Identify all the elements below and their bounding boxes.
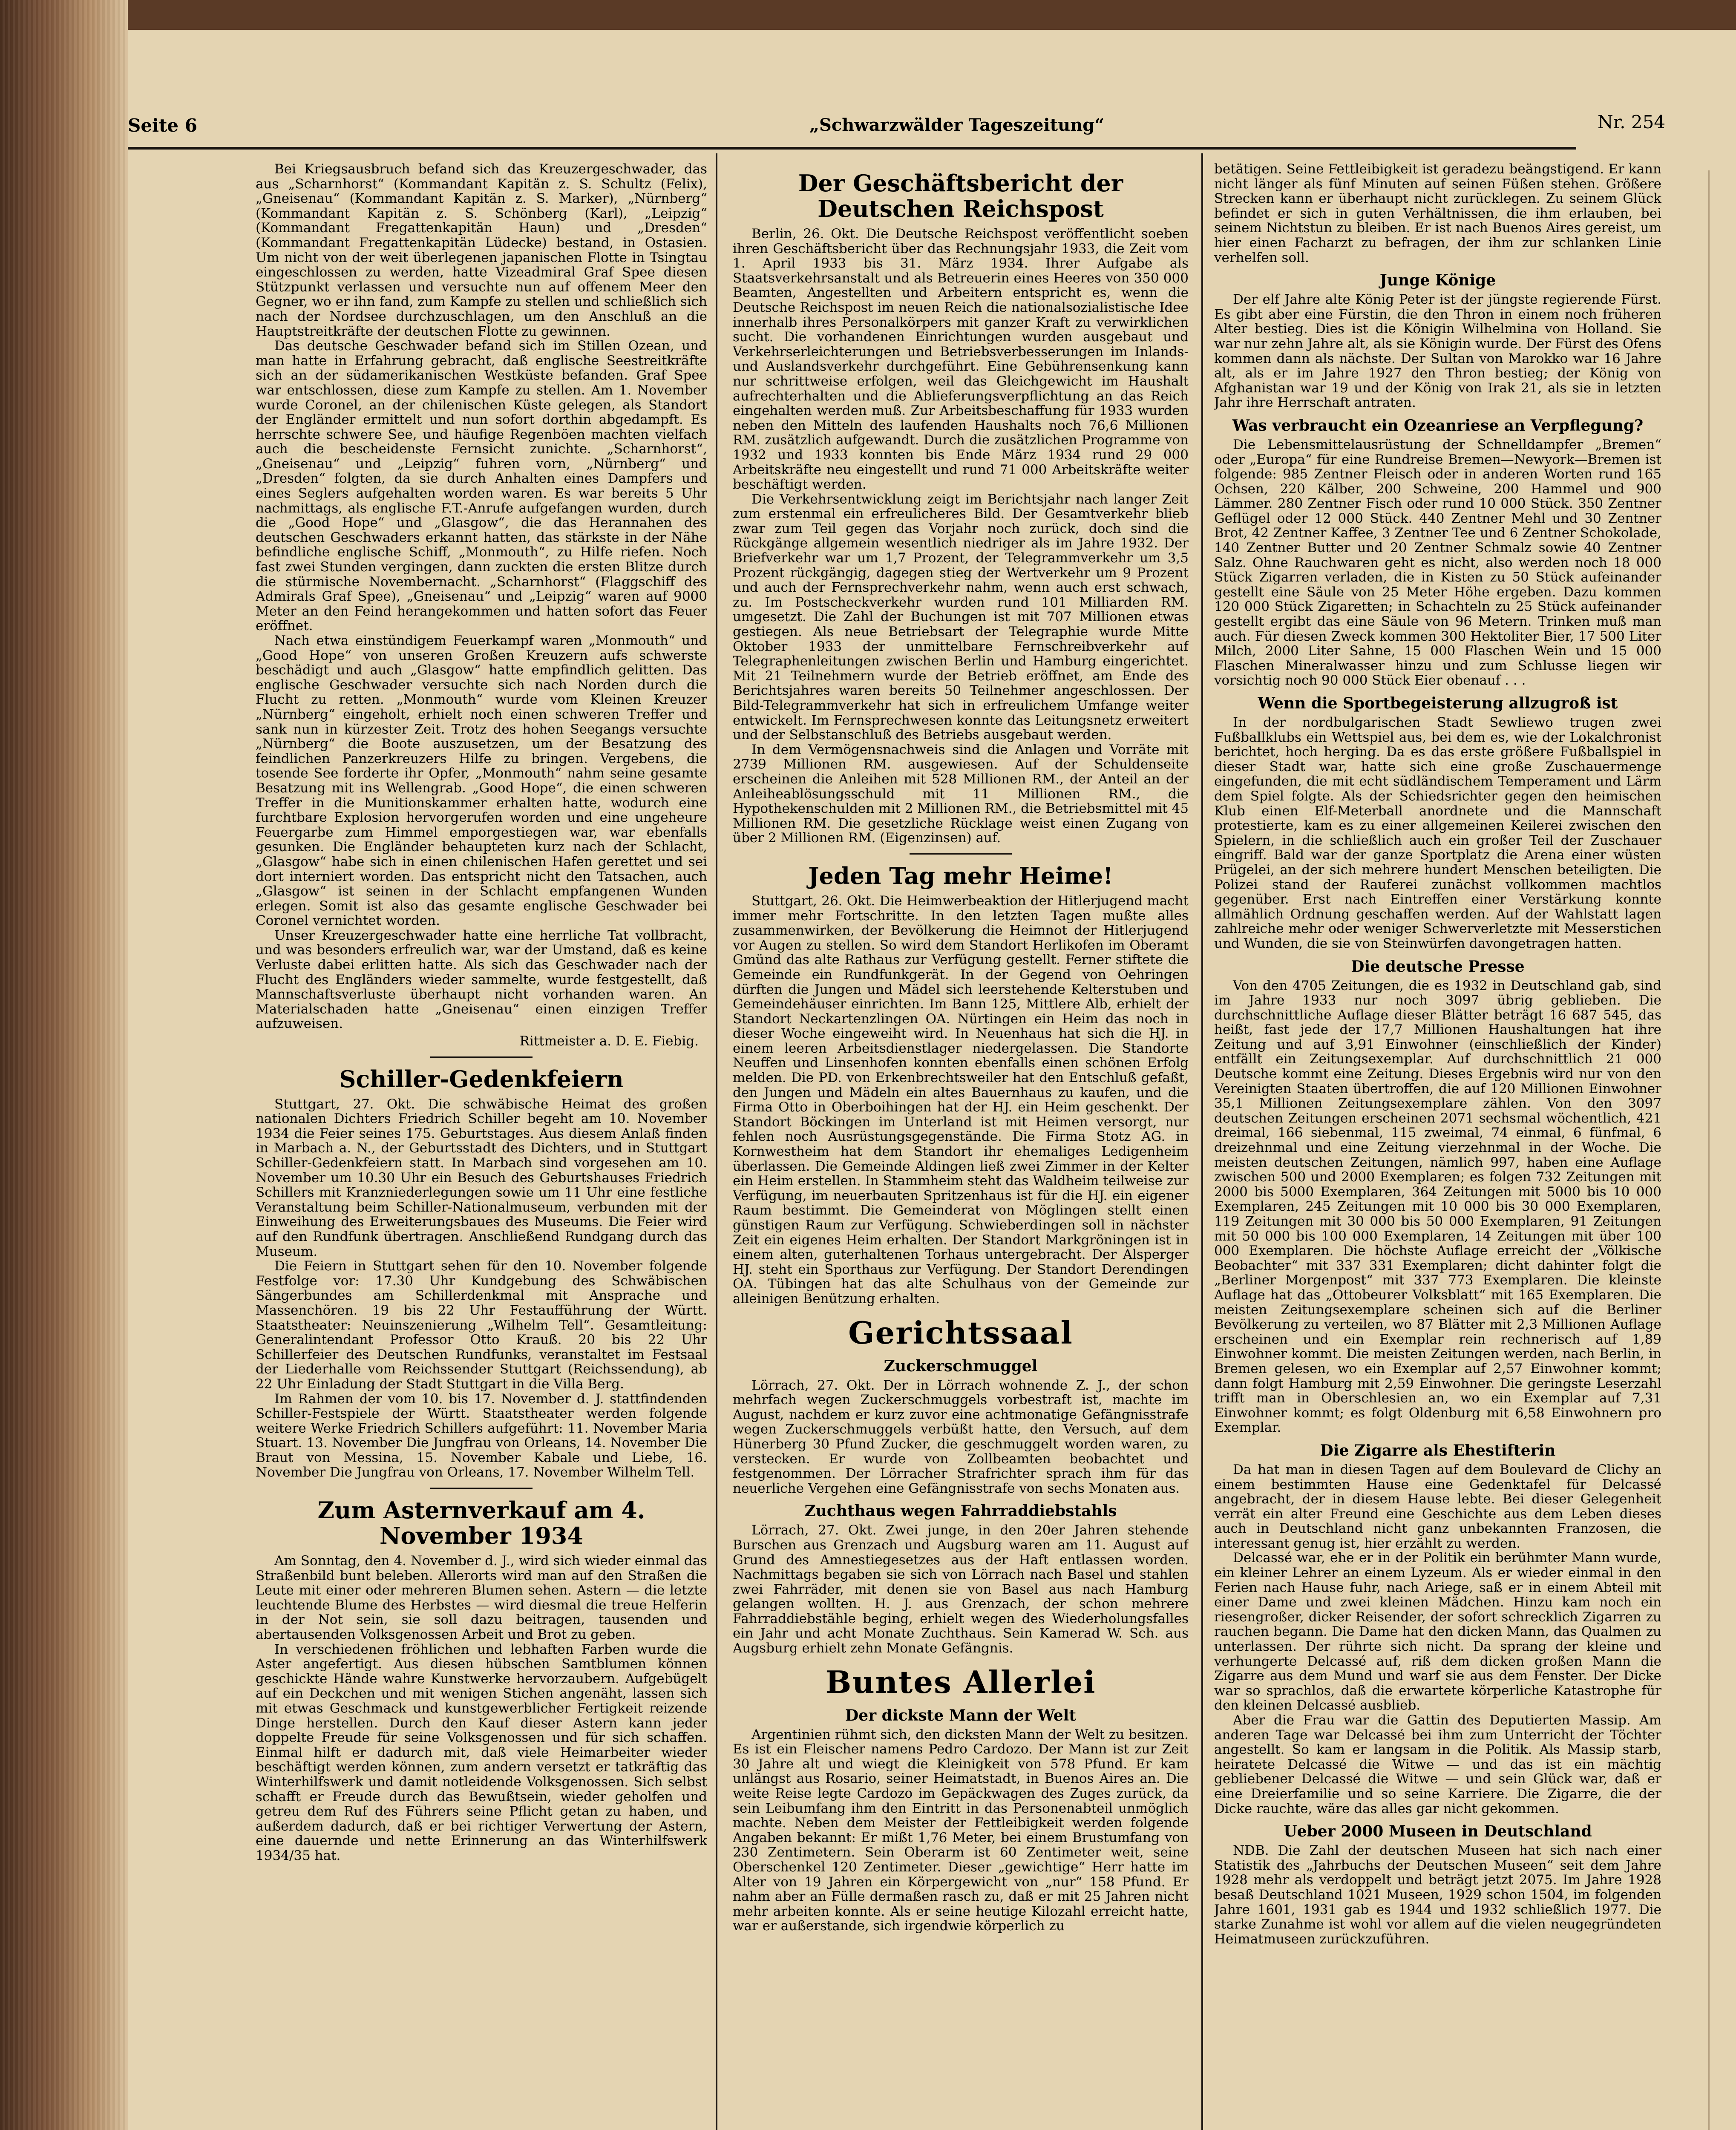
subheadline-zigarre: Die Zigarre als Ehestifterin [1320,1441,1556,1459]
separator [430,1056,533,1058]
headline-reichspost: Der Geschäftsbericht der Deutschen Reichspost [798,170,1123,222]
column-rule-1 [716,153,717,2130]
page-number-label: Seite 6 [128,115,197,136]
article-paragraph: Bei Kriegsausbruch befand sich das Kreuzergeschwader, das aus „Scharnhorst“ (Kommandant Kapitän z. S. Schultz (Felix), „Gneisenau“ (Kommandant Kapitän z. S. Marker), „Nürnberg“ (Kommandant Kapitän z. S. Schönberg (Karl), „Leipzig“ (Kommandant Fregattenkapitän Haun) und „Dresden“ (Kommandant Fregattenkapitän Lüdecke) bestand, in Ostasien. Um nicht von der weit überlegenen japanischen Flotte in Tsingtau eingeschlossen zu werden, hatte Vizeadmiral Graf Spee diesen Stützpunkt verlassen und versuchte nun auf offenem Meer den Gegner, wo er ihn fand, zum Kampfe zu stellen und schließlich sich nach der Nordsee durchzuschlagen, um den Anschluß an die Hauptstreitkräfte der deutschen Flotte zu gewinnen. [256,162,707,339]
article-paragraph: Im Rahmen der vom 10. bis 17. November d. J. stattfindenden Schiller-Festspiele der Württ. Staatstheater werden folgende weitere Werke Friedrich Schillers aufgeführt: 11. November Maria Stuart. 13. November Die Jungfrau von Orleans, 14. November Die Braut von Messina, 15. November Kabale und Liebe, 16. November Die Jungfrau von Orleans, 17. November Wilhelm Tell. [256,1391,707,1480]
separator [910,853,1012,855]
author-signature: Rittmeister a. D. E. Fiebig. [519,1033,699,1049]
newspaper-name: „Schwarzwälder Tageszeitung“ [809,115,1105,135]
article-paragraph: betätigen. Seine Fettleibigkeit ist geradezu beängstigend. Er kann nicht länger als fünf Minuten auf seinen Füßen stehen. Größere Strecken kann er überhaupt nicht zurücklegen. Zu seinem Glück befindet er sich in guten Verhältnissen, die ihm erlauben, bei seinem Nichtstun zu bleiben. Er ist nach Buenos Aires gereist, um hier einen Facharzt zu befragen, der ihm zur schlanken Linie verhelfen soll. [1214,162,1661,265]
article-paragraph: Von den 4705 Zeitungen, die es 1932 in Deutschland gab, sind im Jahre 1933 nur noch 3097 übrig geblieben. Die durchschnittliche Auflage dieser Blätter beträgt 16 687 545, das heißt, fast jede der 17,7 Millionen Haushaltungen hat ihre Zeitung und auf 3,91 Einwohner (einschließlich der Kinder) entfällt ein Zeitungsexemplar. Auf durchschnittlich 21 000 Deutsche kommt eine Zeitung. Dieses Ergebnis wird nur von den Vereinigten Staaten übertroffen, die auf 120 Millionen Einwohner 35,1 Millionen Zeitungsexemplare zählen. Von den 3097 deutschen Zeitungen erscheinen 2071 sechsmal wöchentlich, 421 dreimal, 166 siebenmal, 115 zweimal, 74 einmal, 6 fünfmal, 6 dreizehnmal und eine Zeitung vierzehnmal in der Woche. Die meisten deutschen Zeitungen, nämlich 997, haben eine Auflage zwischen 500 und 2000 Exemplaren; es folgen 732 Zeitungen mit 2000 bis 5000 Exemplaren, 364 Zeitungen mit 5000 bis 10 000 Exemplaren, 245 Zeitungen mit 10 000 bis 30 000 Exemplaren, 119 Zeitungen mit 30 000 bis 50 000 Exemplaren, 91 Zeitungen mit 50 000 bis 100 000 Exemplaren, 14 Zeitungen mit über 100 000 Exemplaren. Die höchste Auflage erreicht der „Völkische Beobachter“ mit 337 331 Exemplaren; dicht dahinter folgt die „Berliner Morgenpost“ mit 337 773 Exemplaren. Die kleinste Auflage hat das „Ottobeurer Volksblatt“ mit 165 Exemplaren. Die meisten Zeitungsexemplare scheinen sich auf die Berliner Bevölkerung zu verteilen, wo 87 Blätter mit 2,3 Millionen Auflage erscheinen und ein Exemplar rein rechnerisch auf 1,89 Einwohner kommt. Die meisten Zeitungen werden, nach Berlin, in Bremen gelesen, wo ein Exemplar auf 2,57 Einwohner kommt; dann folgt Hamburg mit 2,59 Einwohner. Die geringste Leserzahl trifft man in Oberschlesien an, wo ein Exemplar auf 7,31 Einwohner kommt; es folgt Oldenburg mit 6,58 Einwohnern pro Exemplar. [1214,978,1661,1436]
article-paragraph: In der nordbulgarischen Stadt Sewliewo trugen zwei Fußballklubs ein Wettspiel aus, bei dem es, wie der Lokalchronist berichtet, hoch herging. Da es das erste größere Fußballspiel in dieser Stadt war, hatte sich eine große Zuschauermenge eingefunden, die mit echt südländischem Temperament und Lärm dem Spiel folgte. Als der Schiedsrichter gegen den heimischen Klub einen Elf-Meterball anordnete und die Mannschaft protestierte, kam es zu einer allgemeinen Keilerei zwischen den Spielern, in die schließlich auch ein großer Teil der Zuschauer eingriff. Bald war der ganze Sportplatz die Arena einer wüsten Prügelei, an der sich mehrere hundert Menschen beteiligten. Die Polizei stand der Rauferei zunächst vollkommen machtlos gegenüber. Erst nach Eintreffen einer Verstärkung konnte allmählich Ordnung geschaffen werden. Auf der Wahlstatt lagen zahlreiche mehr oder weniger Schwerverletzte mit Messerstichen und Wunden, die sie von Steinwürfen davongetragen hatten. [1214,715,1661,951]
article-paragraph: Der elf Jahre alte König Peter ist der jüngste regierende Fürst. Es gibt aber eine Fürstin, die den Thron in einem noch früheren Alter bestieg. Dies ist die Königin Wilhelmina von Holland. Sie war nur zehn Jahre alt, als sie Königin wurde. Der Fürst des Ofens kommen dann als nächste. Der Sultan von Marokko war 16 Jahre alt, als er im Jahre 1927 den Thron bestieg; der König von Afghanistan war 19 und der König von Irak 21, als sie in letzten Jahr ihre Herrschaft antraten. [1214,292,1661,411]
separator [430,1488,533,1489]
article-paragraph: Am Sonntag, den 4. November d. J., wird sich wieder einmal das Straßenbild bunt beleben. Allerorts wird man auf den Straßen die Leute mit einer oder mehreren Blumen sehen. Astern — die letzte leuchtende Blume des Herbstes — wird diesmal die treue Helferin in der Not sein, sie soll dazu beitragen, tausenden und abertausenden Volksgenossen Arbeit und Brot zu geben. [256,1553,707,1643]
article-paragraph: Nach etwa einstündigem Feuerkampf waren „Monmouth“ und „Good Hope“ von unseren Großen Kreuzern aufs schwerste beschädigt und auch „Glasgow“ hatte empfindlich gelitten. Das englische Geschwader versuchte sich nach Norden durch die Flucht zu retten. „Monmouth“ wurde vom Kleinen Kreuzer „Nürnberg“ eingeholt, erhielt noch einen schweren Treffer und sank nun in kürzester Zeit. Trotz des hohen Seegangs versuchte „Nürnberg“ die Boote auszusetzen, um der Besatzung des feindlichen Panzerkreuzers Hilfe zu bringen. Vergebens, die tosende See forderte ihr Opfer, „Monmouth“ nahm seine gesamte Besatzung mit ins Wellengrab. „Good Hope“, die einen schweren Treffer in die Munitionskammer erhalten hatte, wodurch eine furchtbare Explosion hervorgerufen worden und eine ungeheure Feuergarbe zum Himmel emporgestiegen war, war ebenfalls gesunken. Die Engländer behaupteten kurz nach der Schlacht, „Glasgow“ habe sich in einen chilenischen Hafen gerettet und sei dort interniert worden. Das entspricht nicht den Tatsachen, auch „Glasgow“ ist seinen in der Schlacht empfangenen Wunden erlegen. Somit ist also das gesamte englische Geschwader bei Coronel vernichtet worden. [256,633,707,929]
section-buntes-allerlei: Buntes Allerlei [825,1664,1096,1700]
article-paragraph: Lörrach, 27. Okt. Zwei junge, in den 20er Jahren stehende Burschen aus Grenzach und Augsburg waren am 11. August auf Grund des Amnestiegesetzes aus der Haft entlassen worden. Nachmittags begaben sie sich von Lörrach nach Basel und stahlen zwei Fahrräder, mit denen sie von Basel aus nach Hamburg gelangen wollten. H. J. aus Grenzach, der schon mehrere Fahrraddiebstähle beging, erhielt wegen des Wiederholungsfalles ein Jahr und acht Monate Zuchthaus. Sein Kamerad W. Sch. aus Augsburg erhielt zehn Monate Gefängnis. [733,1523,1189,1656]
article-paragraph: Argentinien rühmt sich, den dicksten Mann der Welt zu besitzen. Es ist ein Fleischer namens Pedro Cardozo. Der Mann ist zur Zeit 30 Jahre alt und wiegt die Kleinigkeit von 578 Pfund. Er kam unlängst aus Rosario, seiner Heimatstadt, in Buenos Aires an. Die weite Reise legte Cardozo im Gepäckwagen des Zuges zurück, da sein Leibumfang ihm den Eintritt in das Personenabteil unmöglich machte. Neben dem Meister der Fettleibigkeit werden folgende Angaben bekannt: Er mißt 1,76 Meter, bei einem Brustumfang von 230 Zentimetern. Sein Oberarm ist 60 Zentimeter weit, seine Oberschenkel 120 Zentimeter. Dieser „gewichtige“ Herr hatte im Alter von 19 Jahren ein Körpergewicht von „nur“ 158 Pfund. Er nahm aber an Fülle dermaßen rasch zu, daß er mit 25 Jahren nicht mehr arbeiten konnte. Als er seine heutige Kilozahl erreicht hatte, war er außerstande, sich irgendwie körperlich zu [733,1727,1189,1934]
column-1 [256,162,707,2130]
subheadline-museen: Ueber 2000 Museen in Deutschland [1284,1822,1592,1841]
issue-number: Nr. 254 [1598,112,1666,132]
article-paragraph: Lörrach, 27. Okt. Der in Lörrach wohnende Z. J., der schon mehrfach wegen Zuckerschmuggels vorbestraft ist, machte im August, nachdem er kurz zuvor eine achtmonatige Gefängnisstrafe wegen Zuckerschmuggels verbüßt hatte, den Versuch, auf dem Hünerberg 30 Pfund Zucker, die geschmuggelt worden waren, zu verstecken. Er wurde von Zollbeamten beobachtet und festgenommen. Der Lörracher Strafrichter sprach ihm für das neuerliche Vergehen eine Gefängnisstrafe von sechs Monaten aus. [733,1377,1189,1496]
article-paragraph: Stuttgart, 26. Okt. Die Heimwerbeaktion der Hitlerjugend macht immer mehr Fortschritte. In den letzten Tagen mußte alles zusammenwirken, der Bevölkerung die Heimnot der Hitlerjugend vor Augen zu stellen. So wird dem Standort Herlikofen im Oberamt Gmünd das alte Rathaus zur Verfügung gestellt. Ferner stiftete die Gemeinde ein Rundfunkgerät. In der Gegend von Oehringen dürften die Jungen und Mädel sich leerstehende Kelterstuben und Gemeindehäuser einrichten. Im Bann 125, Mittlere Alb, erhielt der Standort Neckartenzlingen OA. Nürtingen ein Heim das noch in dieser Woche eingeweiht wird. In Neuenhaus hat sich die HJ. in einem leeren Arbeitsdienstlager niedergelassen. Die Standorte Neuffen und Linsenhofen konnten ebenfalls einen schönen Erfolg melden. Die PD. von Erkenbrechtsweiler hat den Entschluß gefaßt, den Jungen und Mädeln ein altes Bauernhaus zu kaufen, und die Firma Otto in Oberboihingen hat der HJ. ein Heim geschenkt. Der Standort Böckingen im Unterland ist mit Heimen versorgt, nur fehlen noch Ausrüstungsgegenstände. Die Firma Stotz AG. in Kornwestheim hat dem Standort ihr ehemaliges Ledigenheim überlassen. Die Gemeinde Aldingen ließ zwei Zimmer in der Kelter ein Heim erstellen. In Stammheim steht das Waldheim teilweise zur Verfügung, im neuerbauten Spritzenhaus ist für die HJ. ein eigener Raum bestimmt. Die Gemeinderat von Möglingen stellt einen günstigen Raum zur Verfügung. Schwieberdingen soll in nächster Zeit ein eigenes Heim erhalten. Der Standort Markgröningen ist in einem alten, guterhaltenen Torhaus untergebracht. Der Alsperger HJ. steht ein Sporthaus zur Verfügung. Der Standort Derendingen OA. Tübingen hat das alte Schulhaus von der Gemeinde zur alleinigen Benützung erhalten. [733,893,1189,1307]
section-gerichtssaal: Gerichtssaal [848,1314,1073,1351]
subheadline-koenige: Junge Könige [1379,271,1496,290]
column-rule-2 [1201,153,1203,2130]
page-fold-shadow [1708,170,1710,2130]
subheadline-presse: Die deutsche Presse [1351,957,1525,976]
article-paragraph: Delcassé war, ehe er in der Politik ein berühmter Mann wurde, ein kleiner Lehrer an einem Lyzeum. Als er wieder einmal in den Ferien nach Hause fuhr, nach Ariege, saß er in einem Abteil mit einer Dame und zwei kleinen Mädchen. Hinzu kam noch ein riesengroßer, dicker Reisender, der sofort schrecklich Zigarren zu rauchen begann. Die Dame hat den dicken Mann, das Qualmen zu unterlassen. Der rührte sich nicht. Da sprang der kleine und verhungerte Delcassé auf, riß dem dicken großen Mann die Zigarre aus dem Mund und warf sie aus dem Fenster. Der Dicke war so sprachlos, daß die erwartete körperliche Katastrophe für den kleinen Delcassé ausblieb. [1214,1550,1661,1713]
subheadline-sport: Wenn die Sportbegeisterung allzugroß ist [1258,694,1618,712]
article-paragraph: Stuttgart, 27. Okt. Die schwäbische Heimat des großen nationalen Dichters Friedrich Schiller begeht am 10. November 1934 die Feier seines 175. Geburtstages. Aus diesem Anlaß finden in Marbach a. N., der Geburtsstadt des Dichters, und in Stuttgart Schiller-Gedenkfeiern statt. In Marbach sind vorgesehen am 10. November um 10.30 Uhr ein Besuch des Geburtshauses Friedrich Schillers mit Kranzniederlegungen sowie um 11 Uhr eine festliche Veranstaltung beim Schiller-Nationalmuseum, verbunden mit der Einweihung des Erweiterungsbaues des Museums. Die Feier wird auf den Rundfunk übertragen. Anschließend Rundgang durch das Museum. [256,1096,707,1259]
article-paragraph: Berlin, 26. Okt. Die Deutsche Reichspost veröffentlicht soeben ihren Geschäftsbericht über das Rechnungsjahr 1933, die Zeit vom 1. April 1933 bis 31. März 1934. Ihrer Aufgabe als Staatsverkehrsanstalt und als Betreuerin eines Heeres von 350 000 Beamten, Angestellten und Arbeitern entspricht es, wenn die Deutsche Reichspost im neuen Reich die nationalsozialistische Idee innerhalb ihres Personalkörpers mit ganzer Kraft zu verwirklichen sucht. Die vorhandenen Einrichtungen wurden ausgebaut und Verkehrserleichterungen und Betriebsverbesserungen im Inlands- und Auslandsverkehr durchgeführt. Eine Gebührensenkung kann nur schrittweise erfolgen, weil das Gleichgewicht im Haushalt aufrechterhalten und die Ablieferungsverpflichtung an das Reich eingehalten werden muß. Zur Arbeitsbeschaffung für 1933 wurden neben den Mitteln des laufenden Haushalts noch 76,6 Millionen RM. zusätzlich aufgewandt. Durch die zusätzlichen Programme von 1932 und 1933 konnten bis Ende März 1934 rund 29 000 Arbeitskräfte neu eingestellt und rund 71 000 Arbeitskräfte weiter beschäftigt werden. [733,226,1189,492]
article-paragraph: Da hat man in diesen Tagen auf dem Boulevard de Clichy an einem bestimmten Hause eine Gedenktafel für Delcassé angebracht, der in diesem Hause lebte. Bei dieser Gelegenheit verrät ein alter Freund eine Geschichte aus dem Leben dieses auch in Deutschland nicht ganz unbekannten Franzosen, die interessant genug ist, hier erzählt zu werden. [1214,1462,1661,1551]
column-2 [733,162,1189,2130]
header-rule [128,147,1576,150]
headline-schiller: Schiller-Gedenkfeiern [339,1065,624,1093]
subheadline-zuchthaus: Zuchthaus wegen Fahrraddiebstahls [804,1502,1117,1520]
article-paragraph: Die Feiern in Stuttgart sehen für den 10. November folgende Festfolge vor: 17.30 Uhr Kundgebung des Schwäbischen Sängerbundes am Schillerdenkmal mit Ansprache und Massenchören. 19 bis 22 Uhr Festaufführung der Württ. Staatstheater: Neuinszenierung „Wilhelm Tell“. Gesamtleitung: Generalintendant Professor Otto Krauß. 20 bis 22 Uhr Schillerfeier des Deutschen Rundfunks, veranstaltet im Festsaal der Liederhalle vom Reichssender Stuttgart (Reichssendung), ab 22 Uhr Einladung der Stadt Stuttgart in die Villa Berg. [256,1258,707,1392]
article-paragraph: In verschiedenen fröhlichen und lebhaften Farben wurde die Aster angefertigt. Aus diesen hübschen Samtblumen können geschickte Hände wahre Kunstwerke hervorzaubern. Aufgebügelt auf ein Deckchen und mit wenigen Stichen angenäht, lassen sich mit etwas Geschmack und kunstgewerblicher Fertigkeit reizende Dinge herstellen. Durch den Kauf dieser Astern kann jeder doppelte Freude für seine Volksgenossen und für sich schaffen. Einmal hilft er dadurch mit, daß viele Heimarbeiter wieder beschäftigt werden können, zum andern versetzt er tatkräftig das Winterhilfswerk und damit notleidende Volksgenossen. Sich selbst schafft er Freude durch das Bewußtsein, wieder geholfen und getreu dem Ruf des Führers seine Pflicht getan zu haben, und außerdem dadurch, daß er bei richtiger Verwertung der Astern, eine dauernde und nette Erinnerung an das Winterhilfswerk 1934/35 hat. [256,1641,707,1863]
page-edges [0,0,128,2130]
subheadline-dickster-mann: Der dickste Mann der Welt [845,1706,1076,1724]
article-paragraph: Die Verkehrsentwicklung zeigt im Berichtsjahr nach langer Zeit zum erstenmal ein erfreulicheres Bild. Der Gesamtverkehr blieb zwar zum Teil gegen das Vorjahr noch zurück, doch sind die Rückgänge allgemein wesentlich niedriger als im Jahre 1932. Der Briefverkehr war um 1,7 Prozent, der Telegrammverkehr um 3,5 Prozent rückgängig, dagegen stieg der Wertverkehr um 9 Prozent und auch der Fernsprechverkehr nahm, wenn auch erst schwach, zu. Im Postscheckverkehr wurden rund 101 Milliarden RM. umgesetzt. Die Zahl der Buchungen ist mit 707 Millionen etwas gestiegen. Als neue Betriebsart der Telegraphie wurde Mitte Oktober 1933 der unmittelbare Fernschreibverkehr auf Telegraphenleitungen zwischen Berlin und Hamburg eingerichtet. Mit 21 Teilnehmern wurde der Betrieb eröffnet, am Ende des Berichtsjahres waren bereits 50 Teilnehmer angeschlossen. Der Bild-Telegrammverkehr hat sich in erfreulichem Umfange weiter entwickelt. Im Fernsprechwesen konnte das Leitungsnetz erweitert und der Selbstanschluß des Betriebs ausgebaut werden. [733,491,1189,743]
headline-astern: Zum Asternverkauf am 4. November 1934 [317,1497,645,1550]
article-paragraph: Die Lebensmittelausrüstung der Schnelldampfer „Bremen“ oder „Europa“ für eine Rundreise Bremen—Newyork—Bremen ist folgende: 985 Zentner Fleisch oder in anderen Worten rund 165 Ochsen, 220 Kälber, 200 Schweine, 200 Hammel und 900 Lämmer. 280 Zentner Fisch oder rund 10 000 Stück. 350 Zentner Geflügel oder 12 000 Stück. 440 Zentner Mehl und 30 Zentner Brot, 42 Zentner Kaffee, 3 Zentner Tee und 6 Zentner Schokolade, 140 Zentner Butter und 20 Zentner Schmalz sowie 40 Zentner Salz. Ohne Rauchwaren geht es nicht, also werden noch 18 000 Stück Zigarren verladen, die in Kisten zu 50 Stück aufeinander gestellt eine Säule von 25 Meter Höhe ergeben. Dazu kommen 120 000 Stück Zigaretten; in Schachteln zu 25 Stück aufeinander gestellt ergibt das eine Säule von 96 Metern. Trinken muß man auch. Für diesen Zweck kommen 300 Hektoliter Bier, 17 500 Liter Milch, 2000 Liter Sahne, 15 000 Flaschen Wein und 15 000 Flaschen Mineralwasser hinzu und zum Schlusse liegen wir vorsichtig noch 90 000 Stück Eier obenauf . . . [1214,437,1661,688]
headline-heime: Jeden Tag mehr Heime! [808,862,1113,889]
subheadline-ozean: Was verbraucht ein Ozeanriese an Verpflegung? [1232,416,1644,435]
article-paragraph: Aber die Frau war die Gattin des Deputierten Massip. Am anderen Tage war Delcassé bei ihm zum Unterricht der Töchter angestellt. So kam er langsam in die Politik. Als Massip starb, heiratete Delcassé die Witwe — und das ist ein mächtig gebliebener Delcassé die Witwe — und sein Glück war, daß er eine Dreierfamilie und so seine Karriere. Die Zigarre, die der Dicke rauchte, wäre das alles gar nicht gekommen. [1214,1713,1661,1816]
article-paragraph: NDB. Die Zahl der deutschen Museen hat sich nach einer Statistik des „Jahrbuchs der Deutschen Museen“ seit dem Jahre 1928 mehr als verdoppelt und beträgt jetzt 2075. Im Jahre 1928 besaß Deutschland 1021 Museen, 1929 schon 1504, im folgenden Jahre 1601, 1931 gab es 1944 und 1932 schließlich 1977. Die starke Zunahme ist wohl vor allem auf die vielen neugegründeten Heimatmuseen zurückzuführen. [1214,1843,1661,1947]
column-3 [1214,162,1661,2130]
article-paragraph: Unser Kreuzergeschwader hatte eine herrliche Tat vollbracht, und was besonders erfreulich war, war der Umstand, daß es keine Verluste dabei erlitten hatte. Als sich das Geschwader nach der Flucht des Engländers wieder sammelte, wurde festgestellt, daß Mannschaftsverluste überhaupt nicht vorhanden waren. An Materialschaden hatte „Gneisenau“ einen einzigen Treffer aufzuweisen. [256,927,707,1032]
article-paragraph: Das deutsche Geschwader befand sich im Stillen Ozean, und man hatte in Erfahrung gebracht, daß englische Seestreitkräfte sich an der südamerikanischen Westküste befanden. Graf Spee war entschlossen, diese zum Kampfe zu stellen. Am 1. November wurde Coronel, an der chilenischen Küste gelegen, als Standort der Engländer ermittelt und nun sofort dorthin abgedampft. Es herrschte schwere See, und häufige Regenböen machten vielfach auch die bescheidenste Fernsicht zunichte. „Scharnhorst“, „Gneisenau“ und „Leipzig“ fuhren vorn, „Nürnberg“ und „Dresden“ folgten, da sie durch Anhalten eines Dampfers und eines Seglers aufgehalten worden waren. Es war bereits 5 Uhr nachmittags, als englische F.T.-Anrufe aufgefangen wurden, durch die „Good Hope“ und „Glasgow“, die das Herannahen des deutschen Geschwaders erkannt hatten, das stärkste in der Nähe befindliche englische Schiff, „Monmouth“, zu Hilfe riefen. Noch fast zwei Stunden vergingen, dann zuckten die ersten Blitze durch die stürmische Novembernacht. „Scharnhorst“ (Flaggschiff des Admirals Graf Spee), „Gneisenau“ und „Leipzig“ waren auf 9000 Meter an den Feind herangekommen und hatten sofort das Feuer eröffnet. [256,338,707,634]
subheadline-zucker: Zuckerschmuggel [884,1357,1038,1375]
article-paragraph: In dem Vermögensnachweis sind die Anlagen und Vorräte mit 2739 Millionen RM. ausgewiesen. Auf der Schuldenseite erscheinen die Anleihen mit 528 Millionen RM., der Anteil an der Anleiheablösungsschuld mit 11 Millionen RM., die Hypothekenschulden mit 2 Millionen RM., die Betriebsmittel mit 45 Millionen RM. Die gesetzliche Rücklage weist einen Zugang von über 2 Millionen RM. (Eigenzinsen) auf. [733,742,1189,846]
